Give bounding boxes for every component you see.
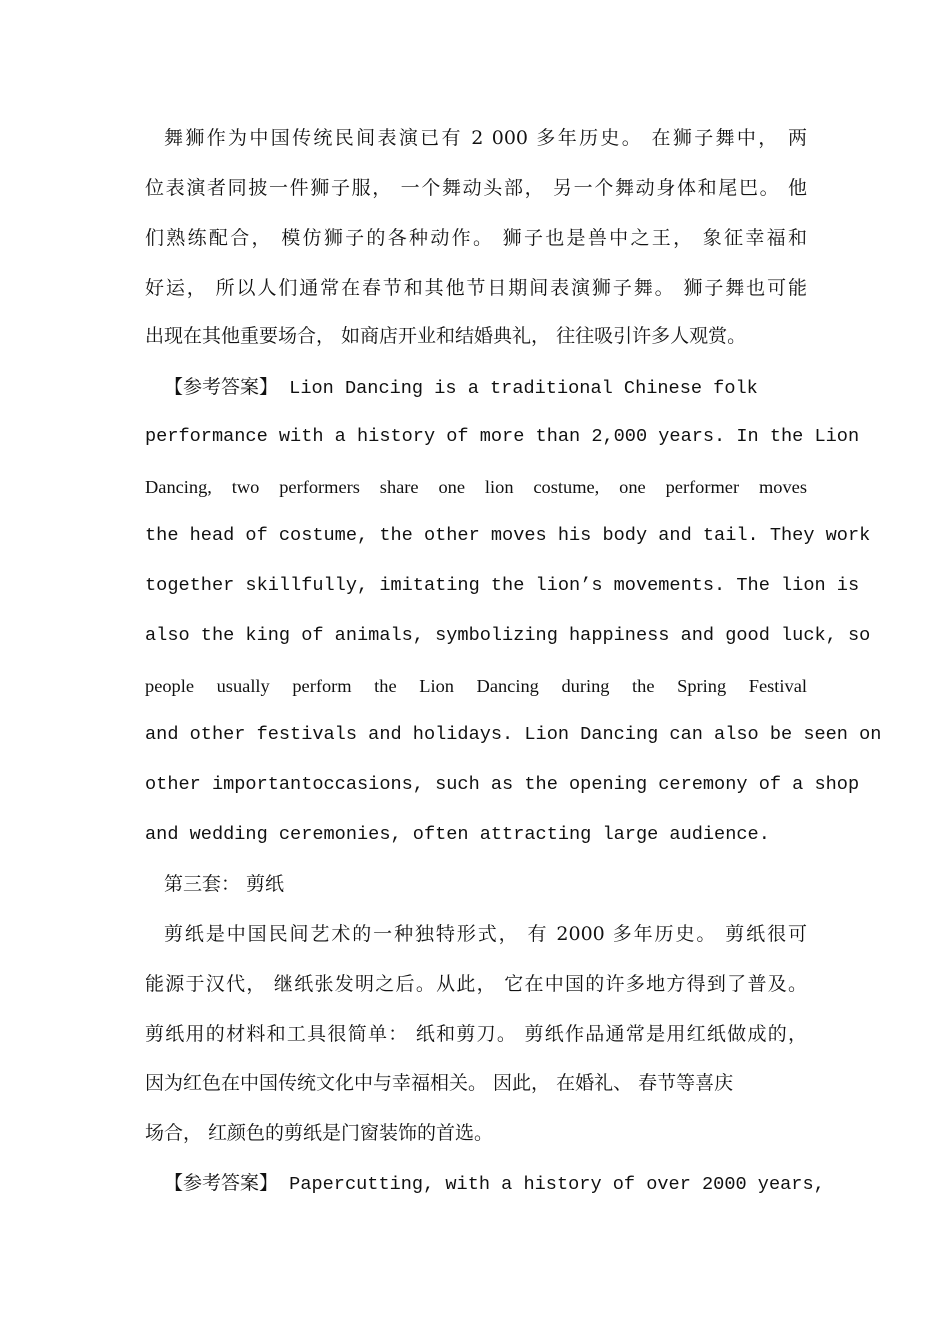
lion-cn-line-2: 位表演者同披一件狮子服， 一个舞动头部， 另一个舞动身体和尾巴。 他 — [145, 177, 807, 199]
lion-en-line-5: together skillfully, imitating the lion’s movements. The lion is — [145, 575, 860, 596]
paper-cn-line-2: 能源于汉代， 继纸张发明之后。从此， 它在中国的许多地方得到了普及。 — [145, 973, 807, 995]
reference-answer-label: 【参考答案】 — [164, 1172, 279, 1194]
lion-cn-line-5: 出现在其他重要场合， 如商店开业和结婚典礼， 往往吸引许多人观赏。 — [145, 325, 747, 347]
paper-cn-line-3: 剪纸用的材料和工具很简单： 纸和剪刀。 剪纸作品通常是用红纸做成的， — [145, 1023, 807, 1045]
lion-cn-line-3: 们熟练配合， 模仿狮子的各种动作。 狮子也是兽中之王， 象征幸福和 — [145, 227, 807, 249]
paper-cn-line-4: 因为红色在中国传统文化中与幸福相关。 因此， 在婚礼、 春节等喜庆 — [145, 1072, 734, 1094]
lion-en-line-10: and wedding ceremonies, often attracting large audience. — [145, 824, 770, 845]
lion-en-first: Lion Dancing is a traditional Chinese folk — [278, 378, 758, 399]
lion-cn-line-4: 好运， 所以人们通常在春节和其他节日期间表演狮子舞。 狮子舞也可能 — [145, 277, 807, 299]
paper-en-first: Papercutting, with a history of over 2000 years, — [278, 1174, 825, 1195]
lion-en-line-3: Dancing, two performers share one lion costume, one performer moves — [145, 477, 807, 497]
paper-answer-line-1 — [164, 1169, 825, 1197]
lion-en-line-7: people usually perform the Lion Dancing during the Spring Festival — [145, 676, 807, 696]
paper-cn-line-5: 场合， 红颜色的剪纸是门窗装饰的首选。 — [145, 1122, 494, 1144]
lion-cn-line-1: 舞狮作为中国传统民间表演已有 2 000 多年历史。 在狮子舞中， 两 — [164, 127, 807, 149]
section-heading: 第三套： 剪纸 — [164, 873, 285, 895]
lion-en-line-4: the head of costume, the other moves his body and tail. They work — [145, 525, 871, 546]
lion-answer-line-1 — [164, 373, 807, 401]
paper-cn-line-1: 剪纸是中国民间艺术的一种独特形式， 有 2000 多年历史。 剪纸很可 — [164, 923, 807, 945]
lion-en-line-8: and other festivals and holidays. Lion Dancing can also be seen on — [145, 724, 882, 745]
lion-en-line-6: also the king of animals, symbolizing happiness and good luck, so — [145, 625, 871, 646]
reference-answer-label: 【参考答案】 — [164, 376, 279, 398]
lion-en-line-9: other importantoccasions, such as the opening ceremony of a shop — [145, 774, 860, 795]
lion-en-line-2: performance with a history of more than 2,000 years. In the Lion — [145, 426, 860, 447]
